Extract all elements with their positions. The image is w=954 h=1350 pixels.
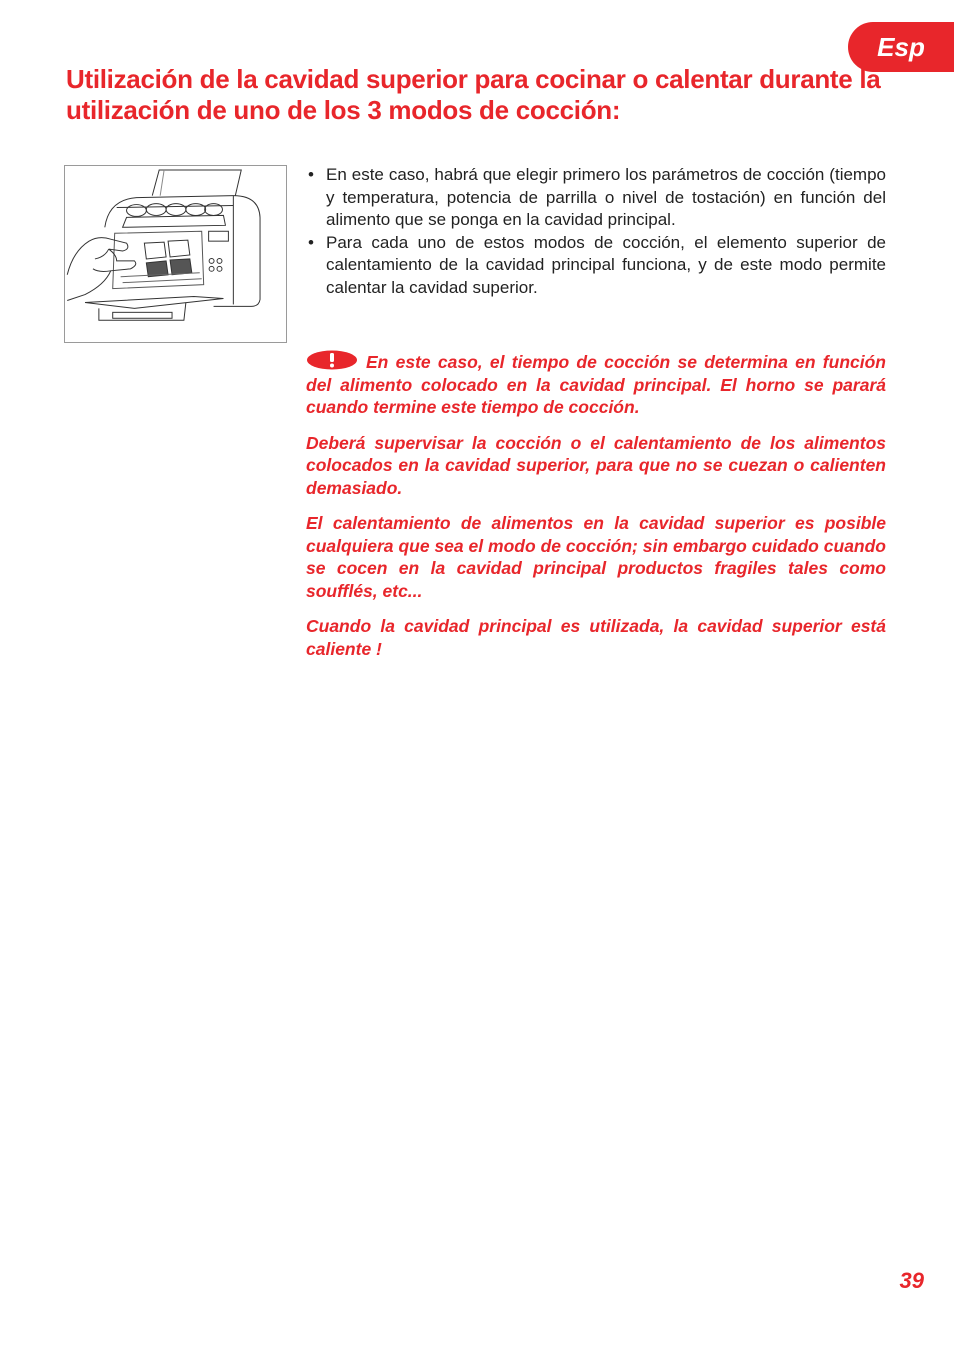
instruction-list [306,164,886,299]
toaster-oven-illustration [64,165,287,343]
language-tab: Esp [848,22,954,72]
page-title: Utilización de la cavidad superior para cocinar o calentar durante la utilización de uno de los 3 modos de cocción: [66,64,881,125]
page-number: 39 [899,1268,924,1293]
warning-paragraph: Deberá supervisar la cocción o el calentamiento de los alimentos colocados en la cavidad superior, para que no se cuezan o calienten demasiado. [306,432,886,498]
warning-paragraph: El calentamiento de alimentos en la cavidad superior es posible cualquiera que sea el modo de cocción; sin embargo cuidado cuando se cocen en la cavidad principal productos fragiles tales como soufflés, etc... [306,513,886,601]
list-item: • Para cada uno de estos modos de cocción, el elemento superior de calentamiento de la cavidad principal funciona, y de este modo permite calentar la cavidad superior. [306,232,886,300]
list-item: • En este caso, habrá que elegir primero los parámetros de cocción (tiempo y temperatura, potencia de parrilla o nivel de tostación) en función del alimento que se ponga en la cavidad principal. [306,164,886,232]
warning-block [306,350,886,673]
warning-paragraph: Cuando la cavidad principal es utilizada, la cavidad superior está caliente ! [306,616,886,659]
exclamation-warning-icon [306,350,358,370]
warning-paragraph [306,350,886,419]
warning-text: En este caso, el tiempo de cocción se determina en función del alimento colocado en la cavidad principal. El horno se parará cuando termine este tiempo de cocción. [306,352,886,417]
